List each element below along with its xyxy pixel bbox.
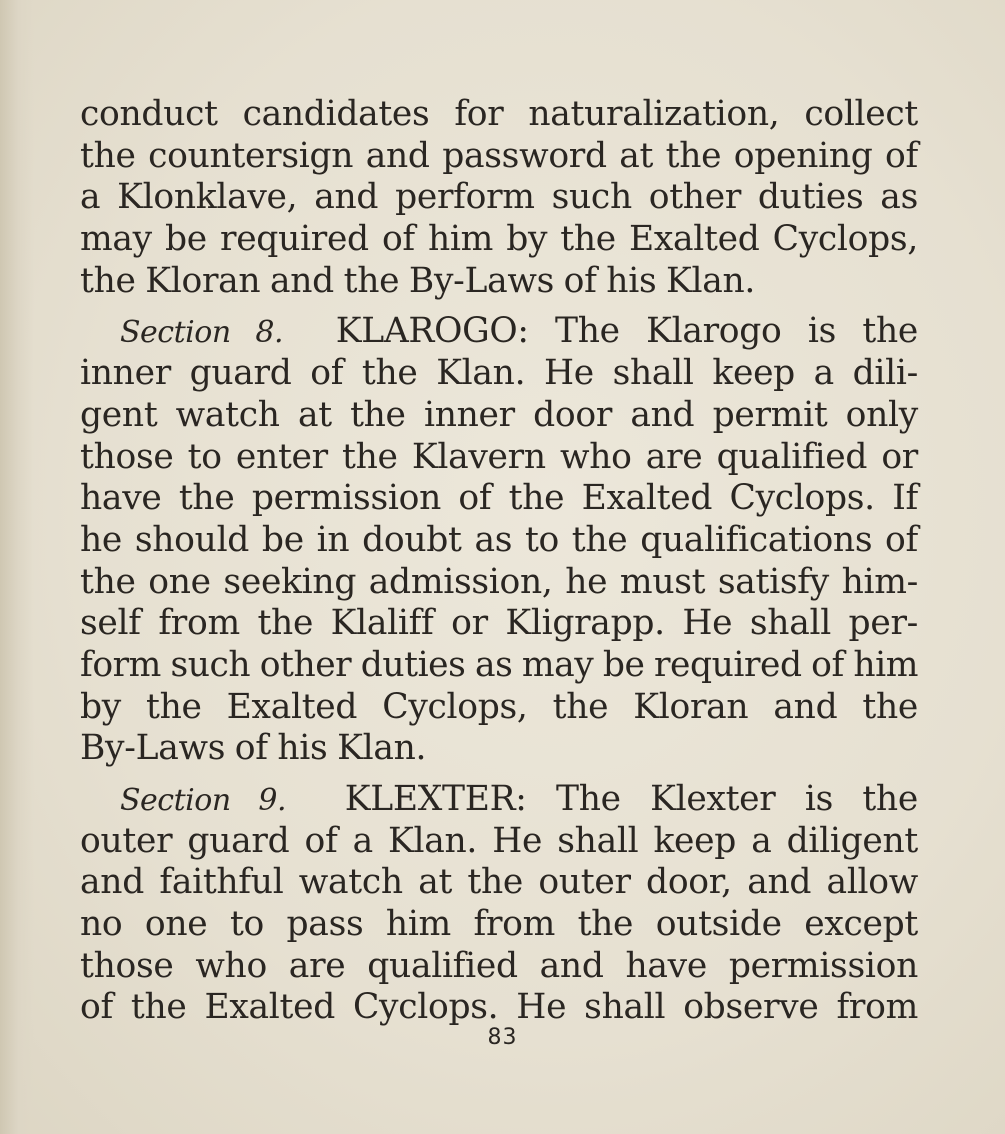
text-line: By-Laws of his Klan. xyxy=(80,728,427,769)
text-line: may be required of him by the Exalted Cyclops, xyxy=(80,219,918,260)
text-line: outer guard of a Klan. He shall keep a diligent xyxy=(80,820,918,861)
text-line: those who are qualified and have permission xyxy=(80,945,918,986)
text-line: of the Exalted Cyclops. He shall observe from xyxy=(80,987,918,1028)
paragraph-gap xyxy=(80,302,918,311)
text-line: by the Exalted Cyclops, the Kloran and the xyxy=(80,686,918,727)
page-number: 83 xyxy=(487,1025,518,1050)
text-line: self from the Klaliff or Kligrapp. He shall per- xyxy=(80,603,918,644)
body-text xyxy=(80,94,918,1029)
text-line: gent watch at the inner door and permit only xyxy=(80,394,918,435)
text-line: inner guard of the Klan. He shall keep a dili- xyxy=(80,353,918,394)
text-line: the Kloran and the By-Laws of his Klan. xyxy=(80,260,756,301)
paragraph-gap xyxy=(80,770,918,779)
text-line: those to enter the Klavern who are qualified or xyxy=(80,436,918,477)
section-9-first-line xyxy=(80,779,918,821)
section-9-heading-text: KLEXTER: The Klexter is the xyxy=(344,779,918,819)
section-8-first-line xyxy=(80,311,918,353)
text-line: conduct candidates for naturalization, collect xyxy=(80,94,918,134)
text-line: the one seeking admission, he must satisfy him- xyxy=(80,561,918,602)
section-9-label: Section 9. xyxy=(120,783,287,818)
text-line: have the permission of the Exalted Cyclops. If xyxy=(80,478,918,519)
text-line: the countersign and password at the opening of xyxy=(80,135,918,176)
text-line: and faithful watch at the outer door, and allow xyxy=(80,862,918,903)
text-line: form such other duties as may be required of him xyxy=(80,644,918,685)
text-line: a Klonklave, and perform such other duties as xyxy=(80,177,918,218)
text-line: he should be in doubt as to the qualifications of xyxy=(80,519,918,560)
text-line: no one to pass him from the outside except xyxy=(80,904,918,945)
section-8-label: Section 8. xyxy=(120,315,283,351)
section-8-heading-text: KLAROGO: The Klarogo is the xyxy=(335,311,918,352)
